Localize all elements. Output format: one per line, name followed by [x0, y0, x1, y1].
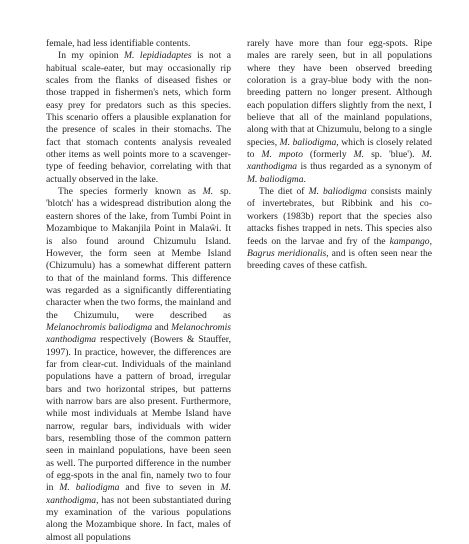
text-run: , has not been substantiated during my examination of the various populations along the Mozambique shore. In fact, males of almost all populations — [46, 494, 231, 543]
text-run: and five to seven in — [119, 482, 221, 494]
text-run: sp. 'blue'). — [364, 149, 422, 161]
species-name: M. xanthodigma — [46, 482, 231, 506]
species-name: M. — [202, 186, 214, 198]
species-name: M. xanthodigma — [247, 149, 432, 173]
text-run: In my opinion — [58, 50, 125, 62]
text-run: female, had less identifiable contents. — [46, 38, 191, 49]
text-run: and — [152, 321, 172, 333]
common-name: kampango — [389, 235, 430, 247]
text-run: , and is often seen near the breeding caves of these catfish. — [247, 247, 433, 272]
species-name: M. lepidiadaptes — [124, 50, 192, 62]
right-text-column — [247, 38, 432, 273]
species-name: M. baliodigma — [279, 136, 337, 148]
species-name: M. baliodigma — [308, 186, 367, 198]
text-run: The diet of — [259, 186, 309, 198]
species-name: M. — [353, 149, 365, 161]
text-run: (formerly — [302, 149, 354, 161]
text-run: , which is closely related to — [247, 136, 432, 161]
paragraph — [247, 186, 432, 272]
species-name: Bagrus meridionalis — [247, 247, 327, 259]
species-name: M. baliodigma — [247, 173, 304, 185]
text-run: respectively (Bowers & Stauffer, 1997). In practice, however, the differences are far from clear-cut. Individuals of the mainland populations have a pattern of broad, irregular bars and two horizontal stripes, but patterns with narrow bars are also present. Furthermore, while most individuals at Membe Island have narrow, regular bars, individuals with wider bars, resembling those of the common pattern seen in mainland populations, have been seen as well. The purported difference in the number of egg-spots in the anal fin, namely two to four in — [46, 334, 231, 494]
species-name: Melanochromis xanthodigma — [46, 321, 231, 346]
text-run: is thus regarded as a synonym of — [297, 161, 432, 173]
text-run: sp. 'blotch' has a widespread distribution along the eastern shores of the lake, from Tumbi Point in Mozambique to Makanjila Point in Malaŵi. It is also found around Chizumulu Island. However, the form seen at Membe Island (Chizumulu) has a somewhat different pattern to that of the mainland forms. This difference was regarded as a significantly differentiating character when the two forms, the mainland and the Chizumulu, were described as — [46, 186, 231, 321]
species-name: Melanochromis baliodigma — [46, 321, 153, 333]
species-name: M. baliodigma — [59, 482, 120, 494]
text-run: consists mainly of invertebrates, but Ribbink and his co-workers (1983b) report that the species also attacks fishes trapped in nets. This species also feeds on the larvae and fry of the — [247, 186, 432, 247]
text-run: is not a habitual scale-eater, but may occasionally rip scales from the flanks of diseased fishes or those trapped in fishermen's nets, which form easy prey for predators such as this species. This scenario offers a plausible explanation for the presence of scales in their stomachs. The fact that stomach contents analysis revealed other items as well points more to a scavenger-type of feeding behavior, correlating with that actually observed in the lake. — [46, 50, 231, 185]
text-run: , — [429, 235, 432, 247]
paragraph — [46, 186, 231, 544]
left-text-column — [46, 38, 231, 544]
text-run: The species formerly known as — [58, 186, 203, 198]
paragraph — [247, 38, 432, 186]
species-name: M. mpoto — [261, 149, 303, 161]
paragraph — [46, 38, 231, 50]
text-run: . — [303, 173, 306, 185]
text-run: rarely have more than four egg-spots. Ripe males are rarely seen, but in all populations where they have been observed breeding coloration is a gray-blue body with the non-breeding pattern no longer present. Although each population differs slightly from the next, I believe that all of the mainland populations, along with that at Chizumulu, belong to a single species, — [247, 38, 432, 148]
paragraph — [46, 50, 231, 186]
